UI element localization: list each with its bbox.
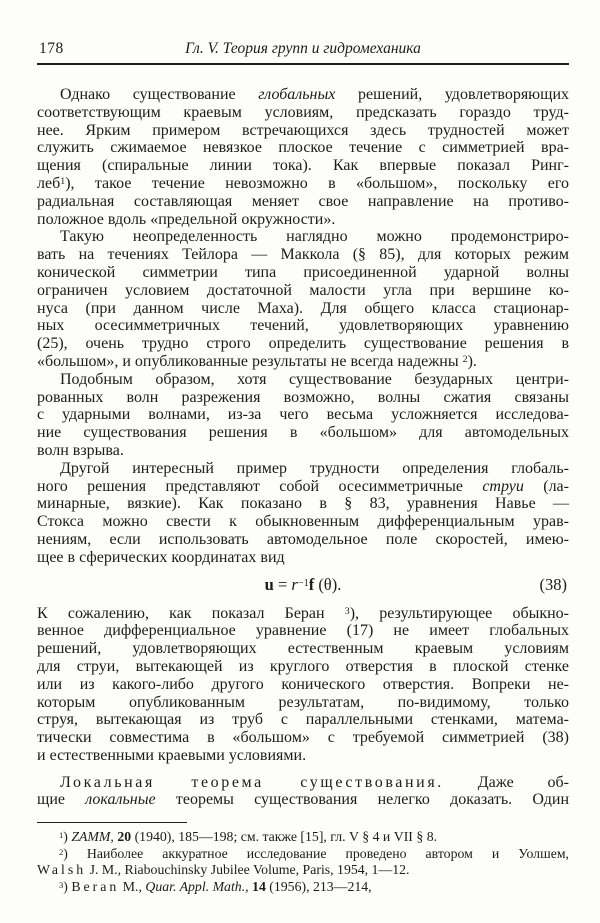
text-run: u [264, 574, 274, 594]
running-title: Гл. V. Теория групп и гидромеханика [185, 40, 421, 57]
text-run: и естественными краевыми условиями. [37, 746, 307, 764]
paragraph-1 [37, 86, 569, 228]
text-run: которым опубликованным результатам, по-видимому, только [37, 693, 569, 711]
text-line [37, 694, 569, 712]
paragraph-2 [37, 228, 569, 370]
footnote-2 [37, 846, 569, 879]
text-run: нее. Ярким примером встречающихся здесь трудностей может [37, 121, 569, 139]
text-run: Другой интересный пример трудности определения глобаль- [60, 459, 569, 477]
text-run: f [308, 574, 315, 594]
text-run: M., [119, 878, 146, 894]
footnotes-body [37, 829, 569, 895]
text-run: 20 [117, 829, 132, 845]
text-line [37, 460, 569, 478]
text-line [37, 406, 569, 424]
paragraph-3 [37, 371, 569, 460]
text-run: (ла- [523, 477, 569, 495]
text-line [37, 175, 569, 193]
text-line [37, 264, 569, 282]
footnote-rule [37, 822, 187, 823]
text-line [37, 495, 569, 513]
footnote-marker: 2 [462, 354, 468, 366]
paragraph-6 [37, 774, 569, 810]
page-number: 178 [39, 40, 64, 57]
text-run: Quar. Appl. Math., [145, 878, 249, 894]
text-run: ние существования решения в «большом» для автомодельных [37, 424, 569, 442]
text-run: щения (спиральные линии тока). Как впервые показал Ринг- [37, 157, 569, 175]
text-run: волн взрыва. [37, 441, 124, 459]
text-run: ) Наиболее аккуратное исследование проведено автором и Уолшем, [63, 845, 569, 861]
page-text [37, 86, 569, 809]
footnote-marker: 3 [59, 879, 64, 890]
text-run: рованных волн разрежения возможно, волны сжатия связаны [37, 388, 569, 406]
text-run: Walsh [37, 862, 87, 878]
text-run: ). [467, 352, 477, 370]
text-line [37, 86, 569, 104]
text-run: ), результирующее обыкно- [349, 604, 570, 622]
text-line [37, 658, 569, 676]
header-rule [37, 63, 569, 65]
text-run: или из какого-либо другого конического отверстия. Вопреки не- [37, 675, 569, 693]
text-run: конической симметрии типа присоединенной ударной волны [37, 263, 569, 281]
text-run: ного решения представляют собой осесимметричные [37, 477, 483, 495]
text-run: решений, удовлетворяющих естественным краевым условиям [37, 640, 569, 658]
text-run: (25), очень трудно строго определить существование решения в [37, 335, 569, 353]
text-run: (1956), 213—214, [265, 878, 372, 894]
text-run: ) [63, 878, 72, 894]
text-line [37, 389, 569, 407]
text-run: К сожалению, как показал Беран [37, 604, 345, 622]
text-run: венное дифференциальное уравнение (17) не имеет глобальных [37, 622, 569, 640]
text-line [37, 676, 569, 694]
text-run: нуса (при данном числе Маха). Для общего класса стационар- [37, 299, 569, 317]
text-run: ), такое течение невозможно в «большом», поскольку его [65, 174, 569, 192]
text-line [37, 139, 569, 157]
footnote-3 [37, 879, 569, 895]
text-line [37, 424, 569, 442]
text-line [37, 622, 569, 640]
text-run: = [273, 574, 292, 594]
text-run: локальные [85, 791, 156, 809]
text-run: соответствующим краевым условиям, предсказать гораздо труд- [37, 103, 569, 121]
text-line [37, 846, 569, 862]
footnote-marker: 1 [59, 830, 64, 841]
text-run: , [110, 829, 118, 845]
text-run: 14 [252, 878, 266, 894]
text-run: для струи, вытекающей из круглого отверстия в плоской стенке [37, 657, 569, 675]
text-run: ZAMM [71, 829, 111, 845]
text-run: ных осесимметричных течений, удовлетворяющих уравнению [37, 317, 569, 335]
footnotes [37, 822, 569, 895]
text-run: Однако существование [60, 86, 259, 103]
text-run: решений, удовлетворяющих [335, 86, 570, 103]
text-run: с ударными волнами, из-за чего весьма усложняется исследова- [37, 406, 569, 424]
text-run: тически совместима в «большом» с требуемой симметрией (38) [37, 729, 569, 747]
text-run: щее в сферических координатах вид [37, 548, 285, 566]
text-run: минарные, вязкие). Как показано в § 83, уравнения Навье — [37, 495, 569, 513]
footnote-marker: 2 [59, 846, 64, 857]
footnote-marker: 3 [344, 605, 350, 617]
text-line [37, 711, 569, 729]
text-line [37, 549, 569, 567]
paragraph-5 [37, 605, 569, 765]
text-line [37, 729, 569, 747]
page-header [37, 40, 569, 61]
text-run: щие [37, 791, 86, 809]
equation-body [265, 575, 342, 594]
text-run: ограничен условием достаточной малости угла при вершине ко- [37, 281, 569, 299]
text-line [37, 829, 569, 845]
footnote-1 [37, 829, 569, 845]
text-run: J. M., Riabouchinsky Jubilee Volume, Paris, 1954, 1—12. [86, 862, 410, 878]
text-line [37, 774, 569, 792]
text-run: струя, вытекающая из труб с параллельными стенками, матема- [37, 711, 569, 729]
paragraph-4 [37, 460, 569, 567]
text-line [37, 747, 569, 765]
text-line [37, 335, 569, 353]
text-line [37, 193, 569, 211]
text-run: глобальных [258, 86, 336, 103]
text-run: Beran [71, 878, 120, 894]
text-line [37, 640, 569, 658]
footnote-marker: 1 [60, 176, 66, 188]
text-line [37, 300, 569, 318]
text-line [37, 605, 569, 623]
text-line [37, 862, 569, 878]
text-line [37, 317, 569, 335]
text-run: (θ). [314, 574, 342, 594]
text-line [37, 122, 569, 140]
text-run: теоремы существования нелегко доказать. Один [155, 791, 570, 809]
text-line [37, 478, 569, 496]
text-run: ) [63, 829, 72, 845]
text-run: r [291, 574, 298, 594]
text-run: (1940), 185—198; см. также [15], гл. V § 4 и VII § 8. [131, 829, 438, 845]
footnote-marker: −1 [297, 577, 309, 589]
text-line [37, 531, 569, 549]
text-line [37, 442, 569, 460]
text-line [37, 157, 569, 175]
text-line [37, 513, 569, 531]
text-run: струи [482, 477, 524, 495]
text-line [37, 879, 569, 895]
text-run: радиальная составляющая меняет свое направление на противо- [37, 192, 569, 210]
text-line [37, 211, 569, 229]
text-line [37, 246, 569, 264]
text-line [37, 104, 569, 122]
equation-number: (38) [539, 574, 567, 594]
text-line [37, 228, 569, 246]
text-line [37, 371, 569, 389]
text-line [37, 282, 569, 300]
text-run: Даже об- [443, 773, 569, 791]
text-run: Такую неопределенность наглядно можно продемонстриро- [60, 228, 569, 246]
text-run: Локальная теорема существования. [60, 773, 444, 791]
text-run: «большом», и опубликованные результаты не всегда надежны [37, 352, 463, 370]
text-run: служить сжимаемое невязкое плоское течение с симметрией вра- [37, 139, 569, 157]
text-run: вать на течениях Тейлора — Маккола (§ 85), для которых режим [37, 246, 569, 264]
text-run: Стокса можно свести к обыкновенным дифференциальным урав- [37, 513, 569, 531]
text-run: леб [37, 174, 61, 192]
text-run: нениям, если использовать автомодельное поле скоростей, имею- [37, 530, 569, 548]
equation-38 [37, 574, 569, 596]
text-line [37, 353, 569, 371]
text-line [37, 791, 569, 809]
text-run: Подобным образом, хотя существование безударных центри- [60, 370, 569, 388]
text-run: положное вдоль «предельной окружности». [37, 210, 336, 228]
